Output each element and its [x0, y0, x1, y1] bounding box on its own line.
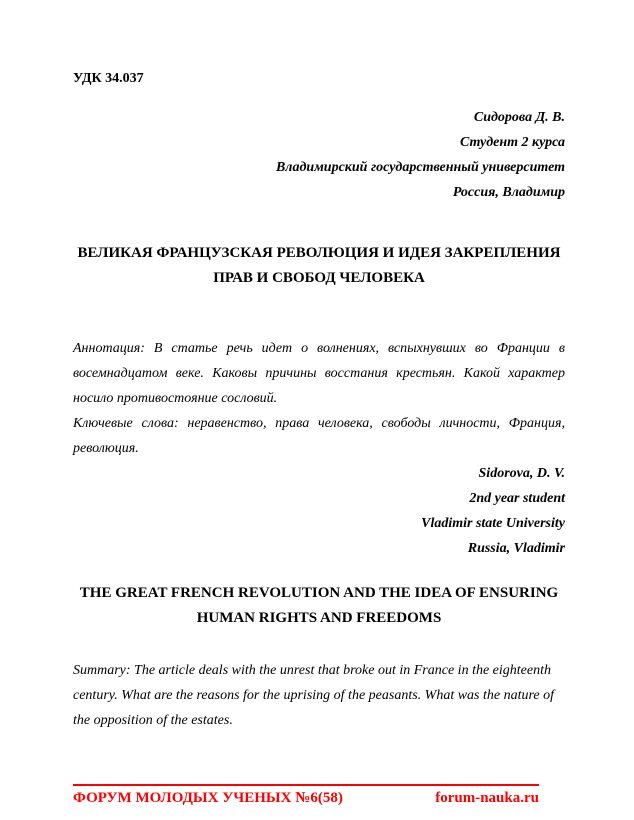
- article-title-ru-line2: ПРАВ И СВОБОД ЧЕЛОВЕКА: [213, 270, 425, 286]
- article-title-en: [73, 581, 565, 631]
- author-ru-name: Сидорова Д. В.: [473, 110, 565, 125]
- journal-name-issue: ФОРУМ МОЛОДЫХ УЧЕНЫХ №6(58): [73, 790, 343, 806]
- article-title-en-line2: HUMAN RIGHTS AND FREEDOMS: [196, 610, 442, 626]
- summary-paragraph: Summary: The article deals with the unrest that broke out in France in the eighteenth century. What are the reasons for the uprising of the peasants. What was the nature of the opposition of the estates.: [73, 663, 555, 728]
- annotation-paragraph: Аннотация: В статье речь идет о волнениях, вспыхнувших во Франции в восемнадцатом веке. Каковы причины восстания крестьян. Какой характер носило противостояние сословий.: [73, 341, 565, 406]
- author-en-name: Sidorova, D. V.: [478, 466, 565, 481]
- author-block-en: [73, 461, 565, 561]
- author-block-ru: [73, 105, 565, 205]
- article-title-ru: [73, 241, 565, 291]
- journal-footer: [73, 784, 539, 808]
- article-title-ru-line1: ВЕЛИКАЯ ФРАНЦУЗСКАЯ РЕВОЛЮЦИЯ И ИДЕЯ ЗАКРЕПЛЕНИЯ: [77, 245, 561, 261]
- author-ru-location: Россия, Владимир: [452, 185, 565, 200]
- keywords-paragraph: Ключевые слова: неравенство, права человека, свободы личности, Франция, революция.: [73, 416, 565, 456]
- journal-website-link[interactable]: forum-nauka.ru: [435, 790, 539, 806]
- author-en-role: 2nd year student: [469, 491, 565, 506]
- author-ru-role: Студент 2 курса: [459, 135, 565, 150]
- author-en-affiliation: Vladimir state University: [421, 516, 565, 531]
- author-ru-affiliation: Владимирский государственный университет: [275, 160, 565, 175]
- author-en-location: Russia, Vladimir: [467, 541, 565, 556]
- udc-code: УДК 34.037: [73, 71, 144, 86]
- article-title-en-line1: THE GREAT FRENCH REVOLUTION AND THE IDEA OF ENSURING: [79, 585, 559, 601]
